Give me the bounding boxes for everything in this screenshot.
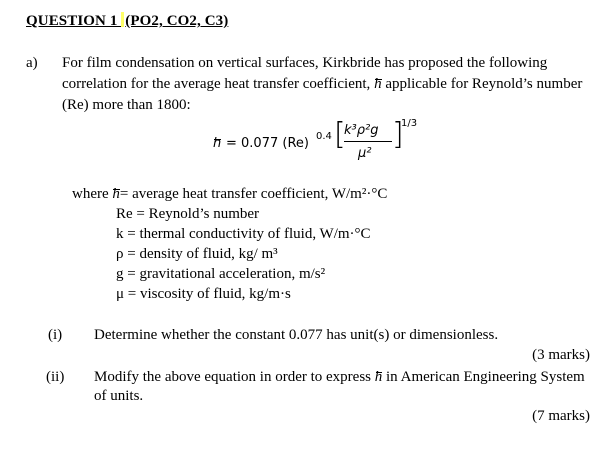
intro-line-1: For film condensation on vertical surfaces, Kirkbride has proposed the following	[62, 55, 548, 71]
def-k: k = thermal conductivity of fluid, W/m·°C	[116, 226, 371, 242]
def-h	[72, 186, 387, 203]
part-a-label: a)	[26, 55, 38, 71]
question-heading	[26, 12, 228, 30]
def-h-symbol: h	[112, 186, 120, 202]
question-title: QUESTION 1	[26, 13, 122, 29]
intro-line-3: (Re) more than 1800:	[62, 97, 191, 113]
question-ii-text-post: in American Engineering System	[382, 369, 585, 385]
question-ii-marks: (7 marks)	[532, 408, 590, 424]
eq-denominator: μ²	[358, 146, 372, 161]
where-word: where	[72, 186, 113, 202]
eq-left-bracket: [	[334, 117, 346, 152]
question-ii-text	[94, 369, 585, 386]
question-ii-text-pre: Modify the above equation in order to express	[94, 369, 375, 385]
kirkbride-equation	[213, 117, 418, 172]
eq-numerator: k³ρ²g	[344, 123, 379, 138]
def-g: g = gravitational acceleration, m/s²	[116, 266, 326, 282]
intro-line-2-post: applicable for Reynold’s number	[381, 76, 583, 92]
question-ii-label: (ii)	[46, 369, 65, 385]
def-mu: μ = viscosity of fluid, kg/m·s	[116, 286, 291, 302]
eq-outer-exponent: 1/3	[401, 118, 418, 129]
question-i-marks: (3 marks)	[532, 347, 590, 363]
def-h-text: = average heat transfer coefficient, W/m²·°C	[119, 186, 388, 202]
question-i-text: Determine whether the constant 0.077 has unit(s) or dimensionless.	[94, 327, 499, 343]
question-codes: (PO2, CO2, C3)	[125, 13, 229, 29]
eq-re-exponent: 0.4	[316, 131, 332, 142]
eq-right-bracket: ]	[392, 117, 404, 152]
highlight-mark	[121, 12, 124, 27]
def-re: Re = Reynold’s number	[116, 206, 260, 222]
question-i-label: (i)	[48, 327, 63, 343]
eq-constant: = 0.077 (Re)	[226, 136, 309, 151]
eq-fraction-bar	[344, 141, 392, 142]
intro-line-2-pre: correlation for the average heat transfer coefficient,	[62, 76, 375, 92]
intro-line-2	[62, 76, 582, 93]
def-rho: ρ = density of fluid, kg/ m³	[116, 246, 278, 262]
h-bar-symbol: h	[374, 76, 382, 92]
question-ii-h-symbol: h	[374, 369, 383, 385]
eq-lhs: h	[213, 136, 222, 151]
question-ii-text-line2: of units.	[94, 388, 144, 404]
